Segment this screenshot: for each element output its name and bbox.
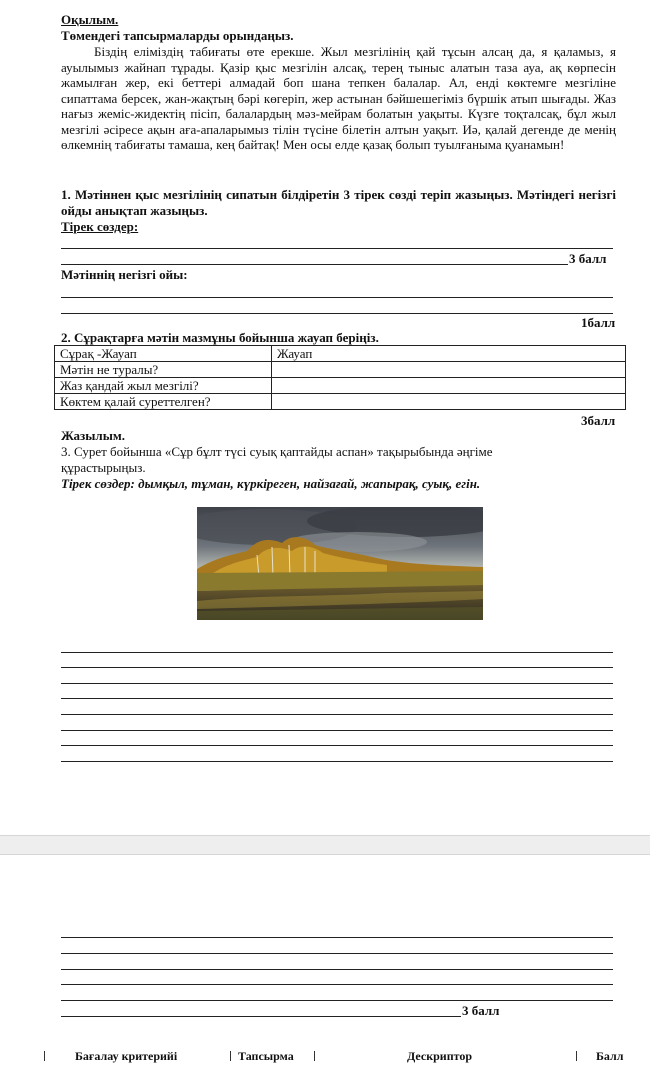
answer-line xyxy=(61,969,613,970)
answer-line xyxy=(61,313,613,314)
keywords-label: Тірек сөздер: xyxy=(61,219,139,234)
task1-text: 1. Мәтіннен қыс мезгілінің сипатын білдіретін 3 тірек сөзді теріп жазыңыз. Мәтіндегі негізгі ойды анықтап жазыңыз. xyxy=(61,187,616,218)
table-row xyxy=(55,378,626,394)
writing-keywords: Тірек сөздер: дымқыл, тұман, күркіреген, найзағай, жапырақ, суық, егін. xyxy=(61,476,481,491)
answer-line xyxy=(61,745,613,746)
column-divider xyxy=(230,1051,231,1061)
answer-line xyxy=(61,937,613,938)
task1-score-a: 3 балл xyxy=(569,251,607,266)
answer-line xyxy=(61,698,613,699)
page-break xyxy=(0,835,650,855)
reading-title: Оқылым. xyxy=(61,12,119,27)
answer-line xyxy=(61,730,613,731)
column-divider xyxy=(314,1051,315,1061)
answer-line xyxy=(61,652,613,653)
column-divider xyxy=(44,1051,45,1061)
answer-line xyxy=(61,984,613,985)
task1-score-b: 1балл xyxy=(581,315,616,330)
answer-line xyxy=(61,761,613,762)
column-divider xyxy=(576,1051,577,1061)
table-header-cell: Жауап xyxy=(272,346,626,362)
qa-table xyxy=(54,345,626,410)
task2-text: 2. Сұрақтарға мәтін мазмұны бойынша жауап беріңіз. xyxy=(61,330,379,345)
page2-score: 3 балл xyxy=(462,1003,500,1018)
task2-score: 3балл xyxy=(581,413,616,428)
reading-paragraph: Біздің еліміздің табиғаты өте ерекше. Жыл мезгілінің қай тұсын алсаң да, я қаламыз, я ауылымыз жайнап тұрады. Қазір қыс мезгілін алсақ, терең тыныс алатын таза ауа, ақ көрпесін жамылған жер, екі беттері алмадай боп шана тепкен балалар. Ал, енді көктемге мезгіліне сипаттама берсек, жан-жақтың бәрі көгеріп, жер астынан бәйшешегіміз бүршік атып шығады. Жаз нағыз жеміс-жидектің пісіп, балалардың мәз-мейрам болатын уақыты. Күзге тоқталсақ, бұл жыл мезгілі әсіресе ақын аға-апаларымыз тілін түсіне білетін алтын уақыт. Иә, қалай дегенде де менің өлкемнің табиғаты тамаша, кең байтақ! Мен осы елде қазақ болып туылғаныма қуанамын! xyxy=(61,44,616,152)
answer-line xyxy=(61,953,613,954)
answer-line xyxy=(61,297,613,298)
question-cell: Көктем қалай суреттелген? xyxy=(55,394,272,410)
answer-line xyxy=(61,1016,461,1017)
main-idea-label: Мәтіннің негізгі ойы: xyxy=(61,267,188,282)
answer-cell[interactable] xyxy=(272,378,626,394)
footer-cell: Балл xyxy=(596,1049,624,1063)
worksheet-page-2 xyxy=(0,855,650,1058)
answer-line xyxy=(61,714,613,715)
question-cell: Мәтін не туралы? xyxy=(55,362,272,378)
writing-title: Жазылым. xyxy=(61,428,125,443)
answer-line xyxy=(61,1000,613,1001)
task3-text: 3. Сурет бойынша «Сұр бұлт түсі суық қаптайды аспан» тақырыбында әңгіме құрастырыңыз. xyxy=(61,444,493,475)
answer-line xyxy=(61,667,613,668)
answer-line xyxy=(61,264,568,265)
answer-line xyxy=(61,248,613,249)
table-header-cell: Сұрақ -Жауап xyxy=(55,346,272,362)
footer-cell: Дескриптор xyxy=(407,1049,473,1063)
footer-cell: Тапсырма xyxy=(238,1049,294,1063)
answer-cell[interactable] xyxy=(272,394,626,410)
footer-cell: Бағалау критерийі xyxy=(75,1049,178,1063)
assessment-table-header xyxy=(0,1043,650,1063)
table-row xyxy=(55,394,626,410)
table-row xyxy=(55,362,626,378)
answer-line xyxy=(61,683,613,684)
answer-cell[interactable] xyxy=(272,362,626,378)
reading-instruction: Төмендегі тапсырмаларды орындаңыз. xyxy=(61,28,294,43)
table-header-row xyxy=(55,346,626,362)
autumn-landscape-photo xyxy=(197,507,483,620)
question-cell: Жаз қандай жыл мезгілі? xyxy=(55,378,272,394)
